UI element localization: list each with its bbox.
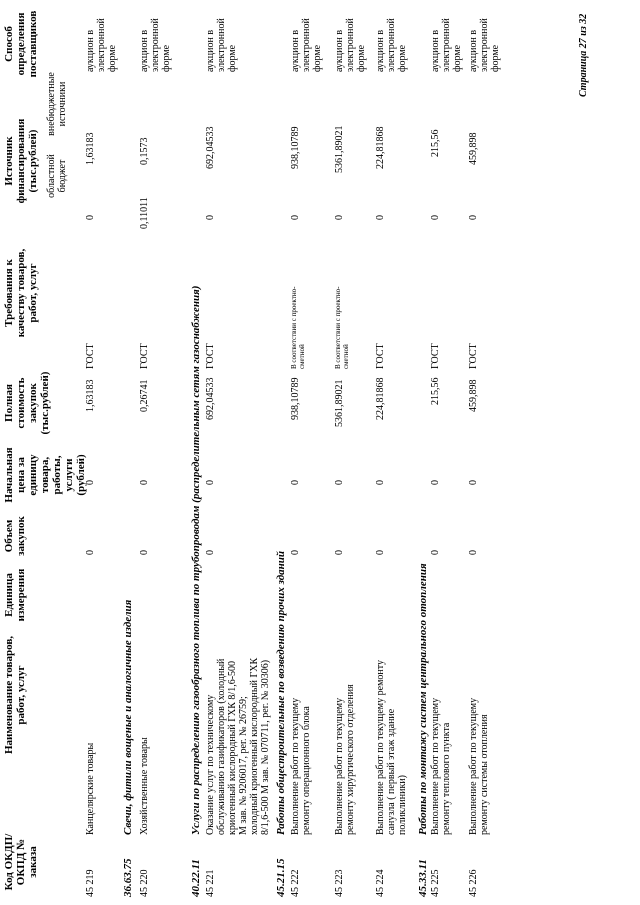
row-funding-regional: 0 bbox=[290, 215, 301, 220]
row-volume: 0 bbox=[375, 550, 386, 555]
row-name: Выполнение работ по текущему ремонту теплового пункта bbox=[430, 697, 452, 835]
section-code: 40.22.11 bbox=[190, 859, 202, 897]
row-volume: 0 bbox=[290, 550, 301, 555]
row-funding-regional: 0,11011 bbox=[139, 197, 150, 229]
row-method: аукцион в электронной форме bbox=[139, 18, 172, 72]
row-volume: 0 bbox=[205, 550, 216, 555]
row-method: аукцион в электронной форме bbox=[468, 18, 501, 72]
row-volume: 0 bbox=[139, 550, 150, 555]
row-num: 45 220 bbox=[139, 869, 150, 897]
row-funding-extra: 1,63183 bbox=[85, 132, 96, 165]
row-requirements: ГОСТ bbox=[205, 343, 216, 369]
row-funding-regional: 0 bbox=[468, 215, 479, 220]
row-volume: 0 bbox=[85, 550, 96, 555]
row-requirements: В соответствии с проектно-сметной bbox=[290, 286, 306, 369]
row-num: 45 224 bbox=[375, 869, 386, 897]
section-code: 36.63.75 bbox=[122, 858, 134, 897]
row-funding-regional: 0 bbox=[430, 215, 441, 220]
row-price: 0 bbox=[85, 480, 96, 485]
row-requirements: ГОСТ bbox=[139, 343, 150, 369]
row-total: 459,898 bbox=[468, 379, 479, 412]
row-total: 224,81868 bbox=[375, 377, 386, 420]
header-code: Код ОКДП/ ОКПД № заказа bbox=[3, 833, 39, 891]
row-name: Выполнение работ по текущему ремонту хирургического отделения bbox=[334, 684, 356, 835]
row-funding-extra: 692,04533 bbox=[205, 126, 216, 169]
row-method: аукцион в электронной форме bbox=[290, 18, 323, 72]
row-num: 45 223 bbox=[334, 869, 345, 897]
row-volume: 0 bbox=[430, 550, 441, 555]
header-price: Начальная цена за единицу товара, работы, услуги (рублей) bbox=[3, 447, 87, 503]
header-total: Полная стоимость закупок (тыс.рублей) bbox=[3, 371, 51, 435]
row-total: 692,04533 bbox=[205, 377, 216, 420]
row-total: 1,63183 bbox=[85, 379, 96, 412]
row-price: 0 bbox=[290, 480, 301, 485]
row-requirements: ГОСТ bbox=[85, 343, 96, 369]
row-name: Оказание услуг по техническому обслуживанию газификаторов (холодный криогенный кислородный ГХК 8/1,6-500 М зав. № 9206017, рег. № 26759; холодный криогенный кислородный ГХК 8/1,6-500 М зав. № 070711, рег. № 30306) bbox=[205, 657, 271, 835]
row-num: 45 222 bbox=[290, 869, 301, 897]
row-name: Выполнение работ по текущему ремонту системы отопления bbox=[468, 697, 490, 835]
row-funding-extra: 224,81868 bbox=[375, 126, 386, 169]
row-requirements: ГОСТ bbox=[468, 343, 479, 369]
row-requirements: В соответствии с проектно-сметной bbox=[334, 286, 350, 369]
row-method: аукцион в электронной форме bbox=[85, 18, 118, 72]
header-unit: Единица измерения bbox=[3, 568, 27, 622]
row-volume: 0 bbox=[334, 550, 345, 555]
row-funding-regional: 0 bbox=[334, 215, 345, 220]
row-num: 45 226 bbox=[468, 869, 479, 897]
row-requirements: ГОСТ bbox=[430, 343, 441, 369]
header-funding-extra: внебюджетные источники bbox=[46, 72, 68, 136]
row-funding-regional: 0 bbox=[205, 215, 216, 220]
header-requirements: Требования к качеству товаров, работ, услуг bbox=[3, 248, 39, 338]
section-code: 45.33.11 bbox=[417, 859, 429, 897]
header-volume: Объем закупок bbox=[3, 516, 27, 556]
row-method: аукцион в электронной форме bbox=[430, 18, 463, 72]
row-funding-extra: 5361,89021 bbox=[334, 125, 345, 173]
row-price: 0 bbox=[430, 480, 441, 485]
row-funding-regional: 0 bbox=[85, 215, 96, 220]
row-funding-extra: 0,1573 bbox=[139, 137, 150, 165]
header-name: Наименование товаров, работ, услуг bbox=[3, 635, 27, 755]
row-total: 0,26741 bbox=[139, 379, 150, 412]
row-name: Выполнение работ по текущему ремонту санузла ( первый этаж здание поликлиники) bbox=[375, 660, 408, 835]
row-name: Выполнение работ по текущему ремонту операционного блока bbox=[290, 697, 312, 835]
row-funding-extra: 215,56 bbox=[430, 129, 441, 157]
header-funding: Источник финансирования (тыс.рублей) bbox=[3, 118, 39, 204]
row-price: 0 bbox=[334, 480, 345, 485]
row-method: аукцион в электронной форме bbox=[375, 18, 408, 72]
page-number: Страница 27 из 32 bbox=[578, 13, 589, 97]
row-funding-extra: 459,898 bbox=[468, 132, 479, 165]
row-method: аукцион в электронной форме bbox=[205, 18, 238, 72]
section-title: Работы по монтажу систем центрального отопления bbox=[417, 563, 429, 835]
section-title: Услуги по распределению газообразного топлива по трубопроводам (распределительным сетям газоснабжения) bbox=[190, 285, 202, 835]
row-num: 45 219 bbox=[85, 869, 96, 897]
row-funding-regional: 0 bbox=[375, 215, 386, 220]
row-method: аукцион в электронной форме bbox=[334, 18, 367, 72]
header-funding-regional: областной бюджет bbox=[46, 154, 68, 198]
row-price: 0 bbox=[205, 480, 216, 485]
row-name: Канцелярские товары bbox=[85, 742, 96, 835]
section-title: Свечи, фитили вощеные и аналогичные изделия bbox=[122, 599, 134, 835]
row-total: 5361,89021 bbox=[334, 379, 345, 427]
row-requirements: ГОСТ bbox=[375, 343, 386, 369]
row-total: 215,56 bbox=[430, 377, 441, 405]
row-num: 45 221 bbox=[205, 869, 216, 897]
row-total: 938,10789 bbox=[290, 377, 301, 420]
row-price: 0 bbox=[468, 480, 479, 485]
row-price: 0 bbox=[139, 480, 150, 485]
row-name: Хозяйственные товары bbox=[139, 737, 150, 835]
section-title: Работы общестроительные по возведению прочих зданий bbox=[275, 550, 287, 835]
section-code: 45.21.15 bbox=[275, 858, 287, 897]
row-num: 45 225 bbox=[430, 869, 441, 897]
row-price: 0 bbox=[375, 480, 386, 485]
row-funding-extra: 938,10789 bbox=[290, 126, 301, 169]
row-volume: 0 bbox=[468, 550, 479, 555]
header-method: Способ определения поставщиков bbox=[3, 10, 39, 78]
